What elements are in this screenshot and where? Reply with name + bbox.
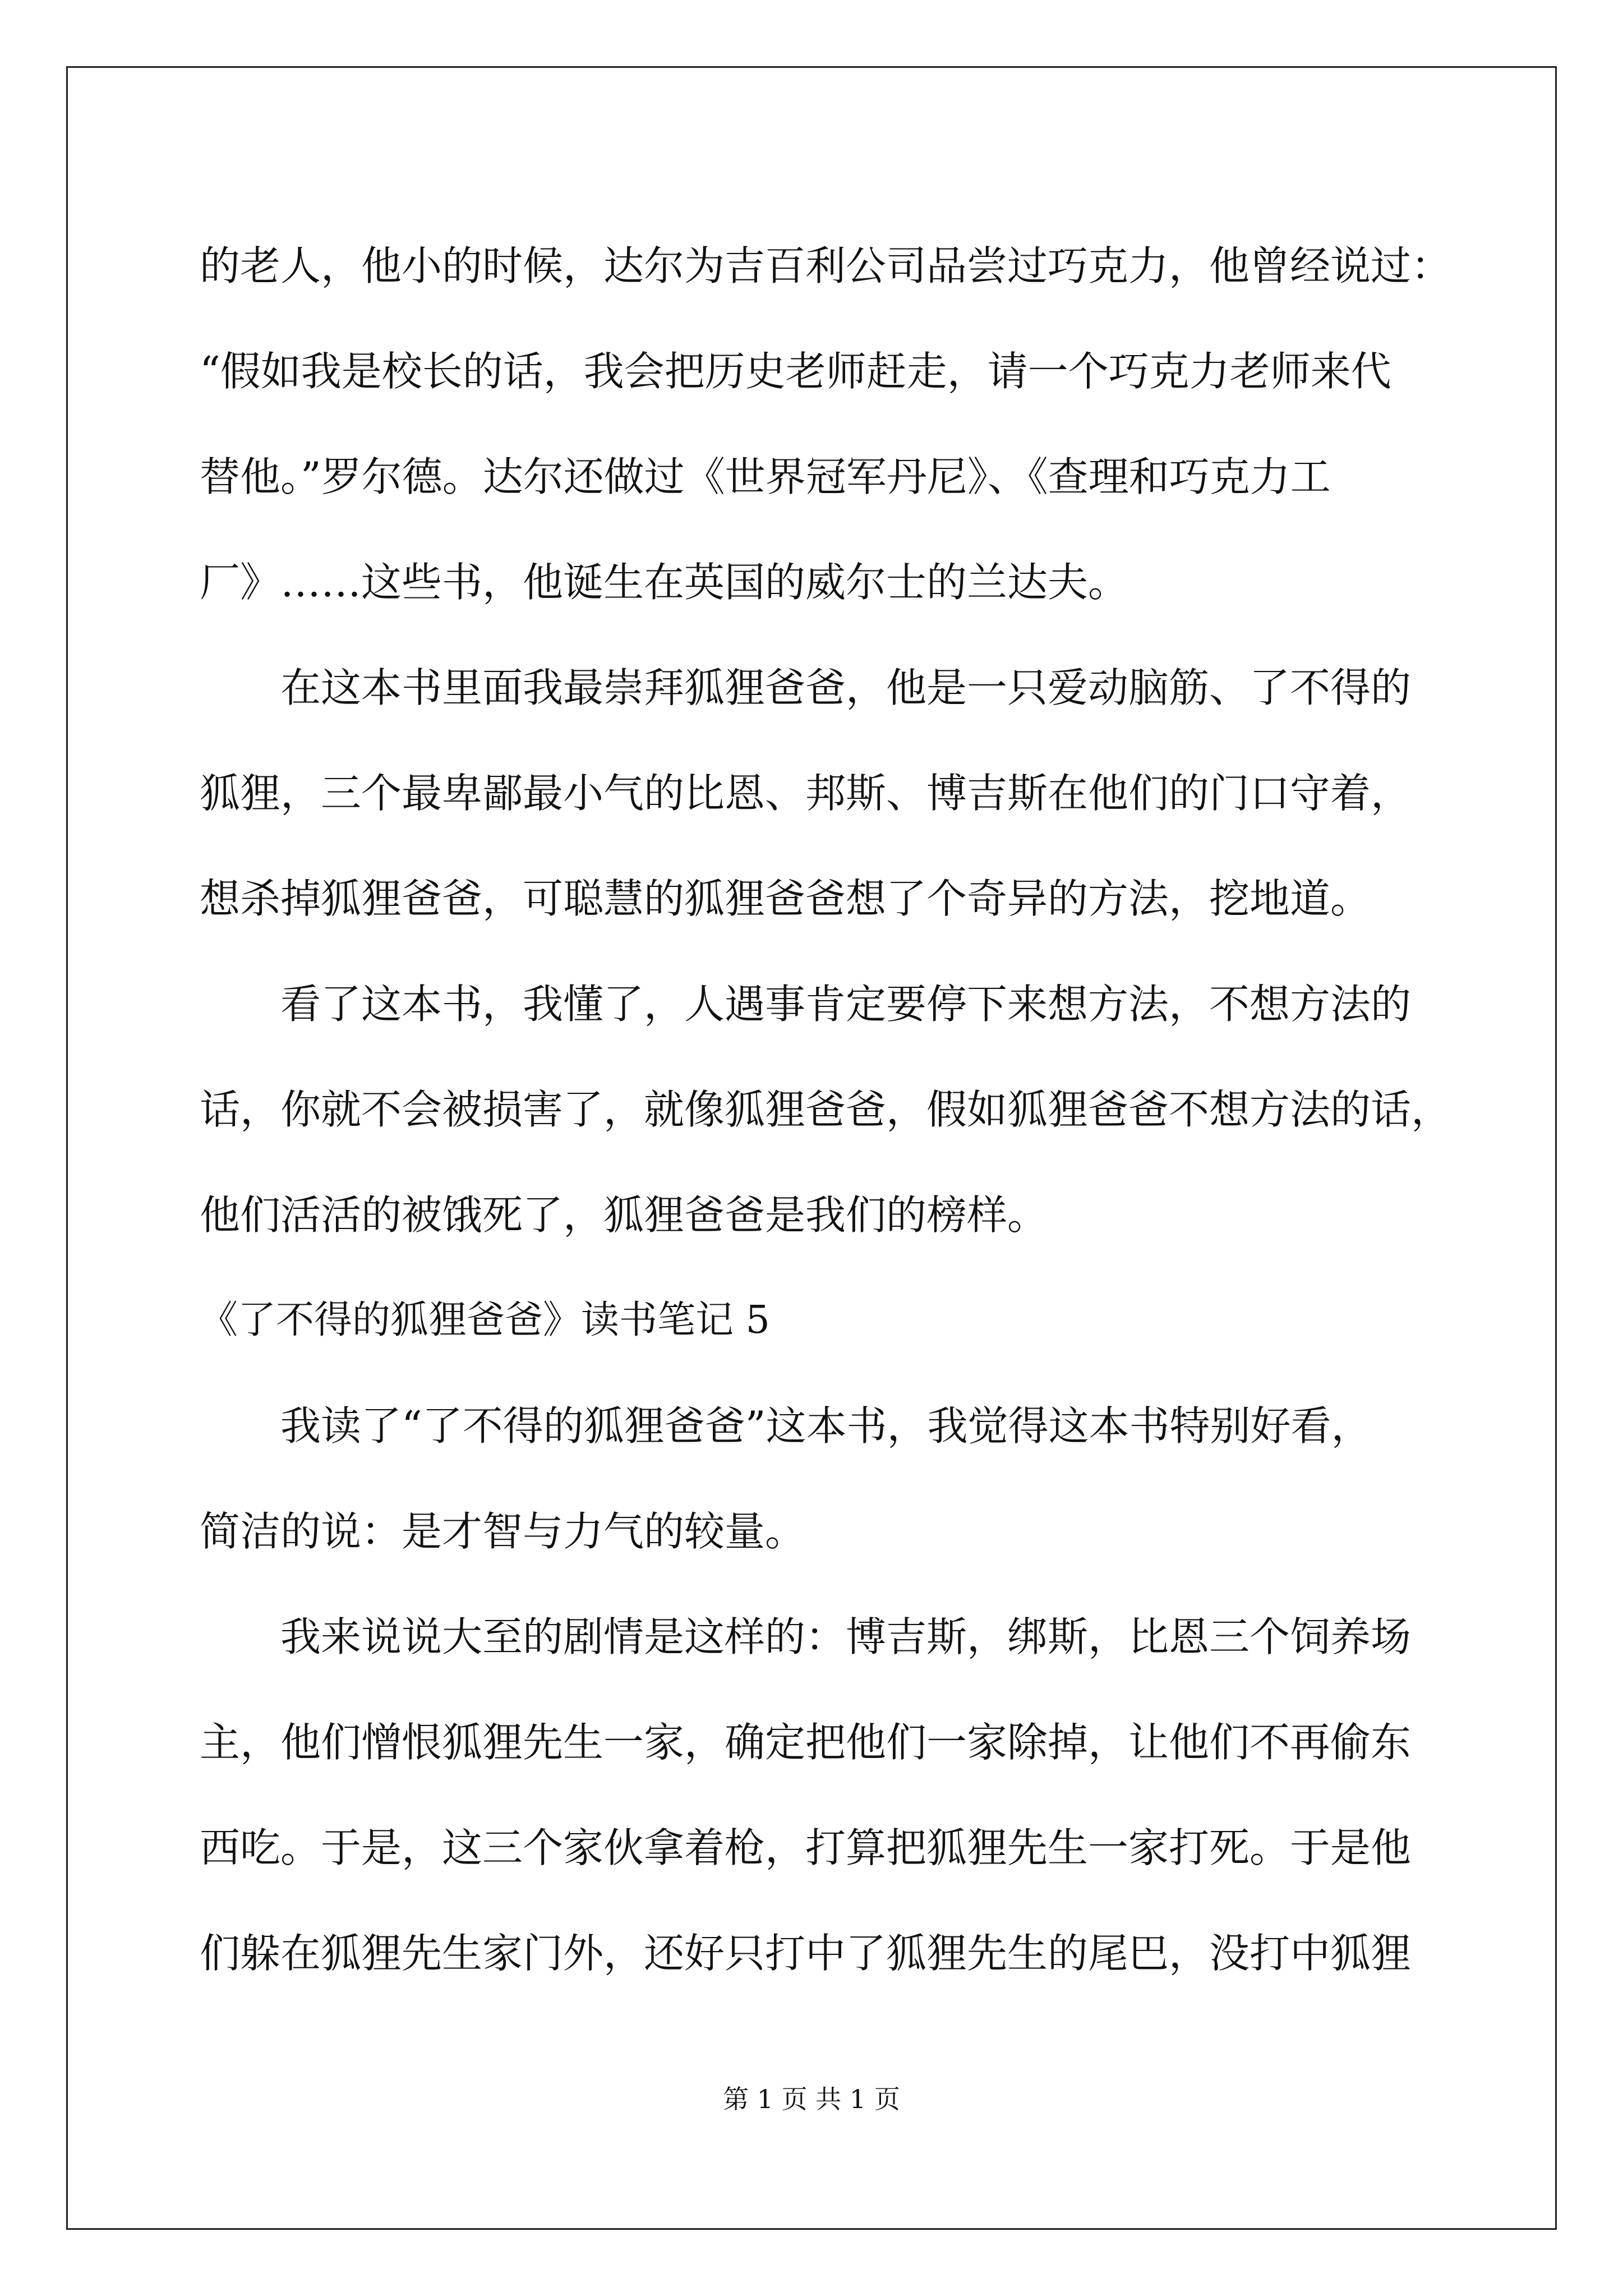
section-heading: 《了不得的狐狸爸爸》读书笔记 5 — [200, 1298, 770, 1342]
page-number-footer: 第 1 页 共 1 页 — [723, 2084, 900, 2114]
text-line: 他们活活的被饿死了，狐狸爸爸是我们的榜样。 — [200, 1191, 1048, 1239]
text-line: 西吃。于是，这三个家伙拿着枪，打算把狐狸先生一家打死。于是他 — [200, 1824, 1412, 1871]
text-line: 主，他们憎恨狐狸先生一家，确定把他们一家除掉，让他们不再偷东 — [200, 1719, 1412, 1766]
text-line: 的老人，他小的时候，达尔为吉百利公司品尝过巧克力，他曾经说过： — [200, 242, 1452, 289]
text-line: 想杀掉狐狸爸爸，可聪慧的狐狸爸爸想了个奇异的方法，挖地道。 — [200, 875, 1371, 922]
text-line: “假如我是校长的话，我会把历史老师赶走，请一个巧克力老师来代 — [200, 348, 1391, 395]
paragraph-start-line: 我读了“了不得的狐狸爸爸”这本书，我觉得这本书特别好看， — [280, 1402, 1372, 1450]
text-line: 替他。”罗尔德。达尔还做过《世界冠军丹尼》、《查理和巧克力工 — [200, 453, 1331, 500]
paragraph-start-line: 在这本书里面我最崇拜狐狸爸爸，他是一只爱动脑筋、了不得的 — [280, 664, 1412, 711]
paragraph-start-line: 看了这本书，我懂了，人遇事肯定要停下来想方法，不想方法的 — [280, 981, 1412, 1028]
document-body — [200, 213, 1456, 2006]
text-line: 话，你就不会被损害了，就像狐狸爸爸，假如狐狸爸爸不想方法的话， — [200, 1086, 1452, 1133]
text-line: 厂》……这些书，他诞生在英国的威尔士的兰达夫。 — [200, 559, 1129, 606]
text-line: 们躲在狐狸先生家门外，还好只打中了狐狸先生的尾巴，没打中狐狸 — [200, 1930, 1412, 1977]
paragraph-start-line: 我来说说大至的剧情是这样的：博吉斯，绑斯，比恩三个饲养场 — [280, 1613, 1412, 1660]
text-line: 简洁的说：是才智与力气的较量。 — [200, 1508, 806, 1555]
text-line: 狐狸，三个最卑鄙最小气的比恩、邦斯、博吉斯在他们的门口守着， — [200, 770, 1412, 817]
